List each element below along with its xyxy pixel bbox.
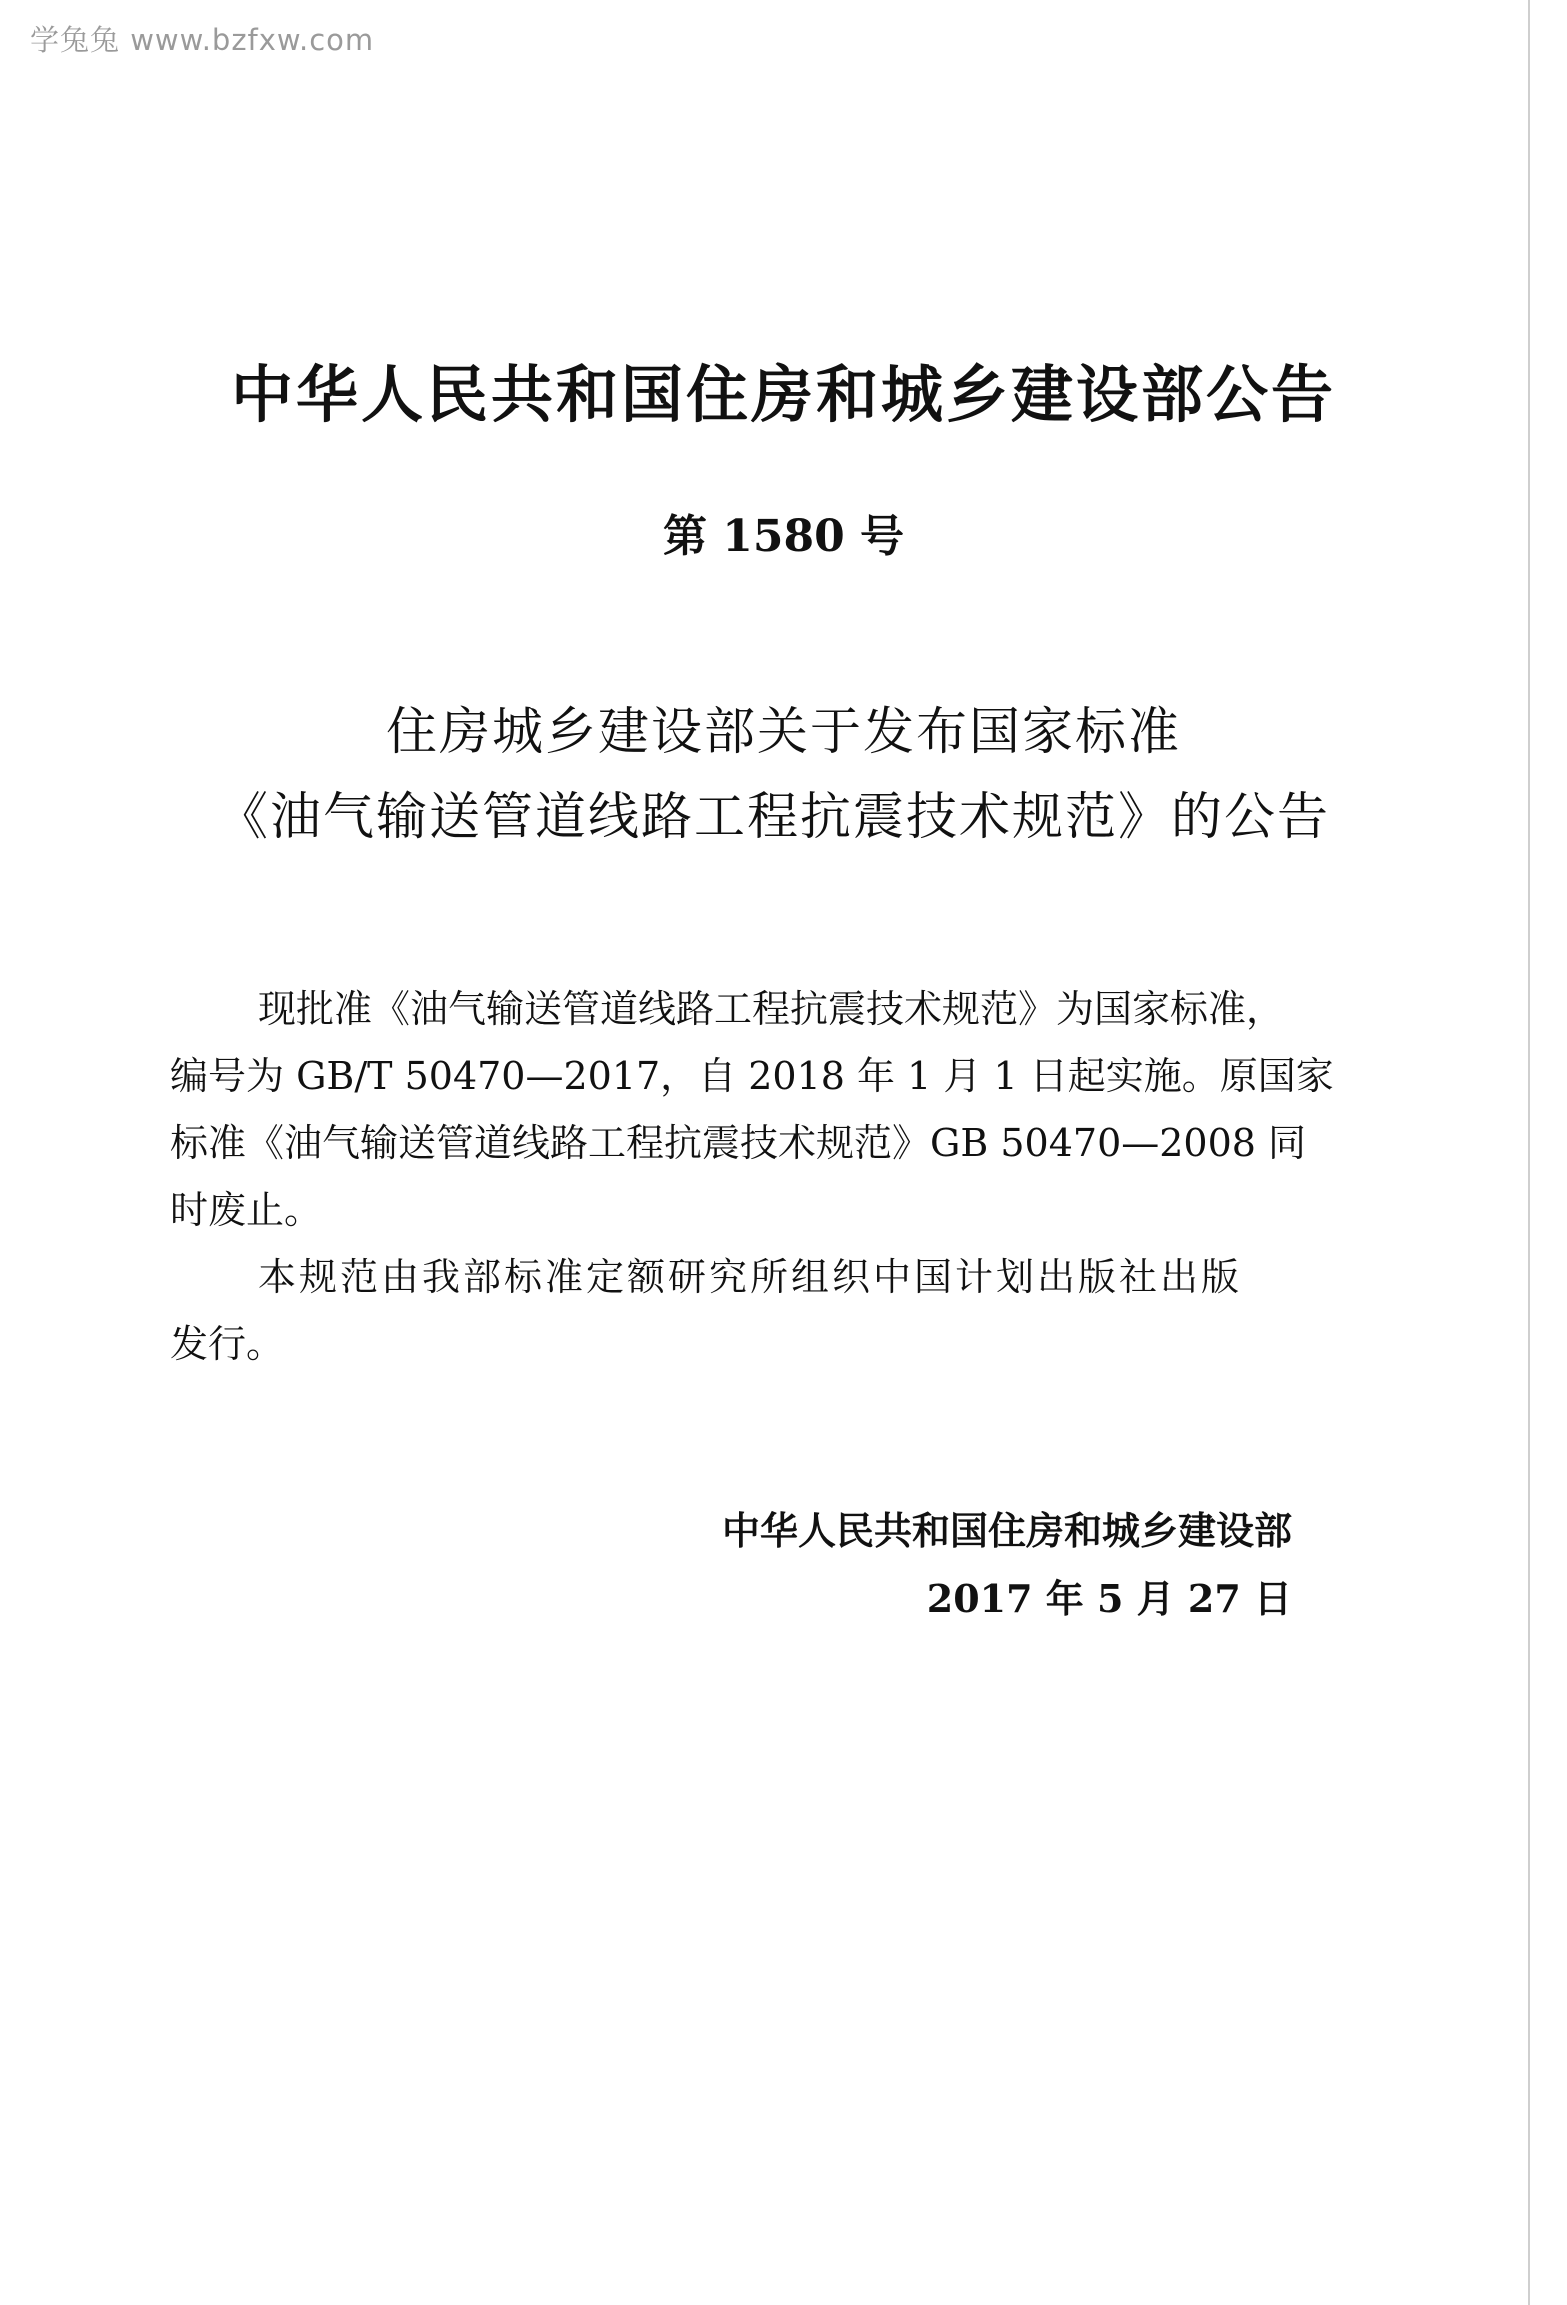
announcement-title: 中华人民共和国住房和城乡建设部公告 [230,358,1336,431]
paragraph-1-line-4: 时废止。 [170,1188,323,1232]
subtitle-line-2: 《油气输送管道线路工程抗震技术规范》的公告 [216,788,1330,847]
paragraph-2-line-2: 发行。 [170,1322,285,1366]
watermark-text: 学兔兔 www.bzfxw.com [30,23,375,57]
signature-date: 2017 年 5 月 27 日 [926,1576,1292,1621]
paragraph-1-line-2: 编号为 GB/T 50470—2017，自 2018 年 1 月 1 日起实施。原国家 [170,1054,1334,1098]
subtitle-line-1: 住房城乡建设部关于发布国家标准 [385,703,1181,762]
paragraph-2-line-1: 本规范由我部标准定额研究所组织中国计划出版社出版 [258,1255,1243,1299]
paragraph-1-line-3: 标准《油气输送管道线路工程抗震技术规范》GB 50470—2008 同 [170,1121,1307,1165]
announcement-number: 第 1580 号 [662,511,905,562]
paragraph-1-line-1: 现批准《油气输送管道线路工程抗震技术规范》为国家标准， [258,987,1285,1031]
signature-organization: 中华人民共和国住房和城乡建设部 [721,1509,1292,1553]
